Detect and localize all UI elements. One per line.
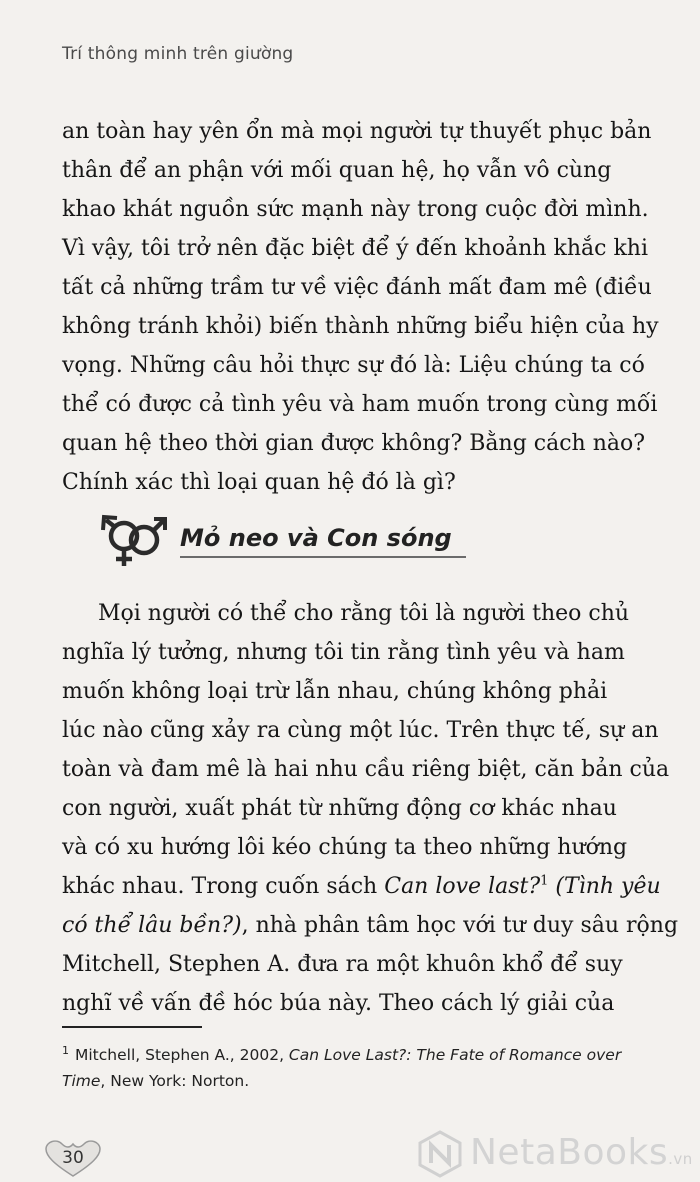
text-line xyxy=(62,906,679,945)
text-line: quan hệ theo thời gian được không? Bằng cách nào? xyxy=(62,431,646,456)
text-line: Mitchell, Stephen A. đưa ra một khuôn khổ để suy xyxy=(62,952,623,977)
text-line: toàn và đam mê là hai nhu cầu riêng biệt, căn bản của xyxy=(62,757,670,782)
text-line: thể có được cả tình yêu và ham muốn trong cùng mối xyxy=(62,392,658,417)
footnote-text: Mitchell, Stephen A., 2002, xyxy=(75,1046,289,1064)
footnote xyxy=(62,1042,652,1094)
book-title-vi-cont: có thể lâu bền?) xyxy=(62,913,242,938)
footnote-marker[interactable]: 1 xyxy=(540,873,549,889)
text-line: thân để an phận với mối quan hệ, họ vẫn vô cùng xyxy=(62,158,612,183)
text-line: khao khát nguồn sức mạnh này trong cuộc đời mình. xyxy=(62,197,649,222)
watermark xyxy=(416,1128,700,1180)
section-title: Mỏ neo và Con sóng xyxy=(180,524,466,558)
book-title-vi: (Tình yêu xyxy=(548,874,661,899)
watermark-brand-name: NetaBooks xyxy=(470,1132,669,1173)
text-line: con người, xuất phát từ những động cơ khác nhau xyxy=(62,796,617,821)
text-span: , nhà phân tâm học với tư duy sâu rộng xyxy=(241,913,679,938)
running-header: Trí thông minh trên giường xyxy=(62,44,294,64)
text-line: an toàn hay yên ổn mà mọi người tự thuyết phục bản xyxy=(62,119,652,144)
text-line: không tránh khỏi) biến thành những biểu hiện của hy xyxy=(62,314,659,339)
text-line: vọng. Những câu hỏi thực sự đó là: Liệu chúng ta có xyxy=(62,353,645,378)
footnote-number: 1 xyxy=(62,1043,69,1057)
text-line xyxy=(62,867,661,906)
text-line: nghĩa lý tưởng, nhưng tôi tin rằng tình yêu và ham xyxy=(62,640,625,665)
text-line: và có xu hướng lôi kéo chúng ta theo những hướng xyxy=(62,835,628,860)
footnote-book-title: Can Love Last?: The Fate of Romance over Time xyxy=(62,1046,622,1090)
footnote-text-end: , New York: Norton. xyxy=(100,1072,250,1090)
text-line: Chính xác thì loại quan hệ đó là gì? xyxy=(62,470,456,495)
text-line: tất cả những trầm tư về việc đánh mất đam mê (điều xyxy=(62,275,652,300)
text-line: Vì vậy, tôi trở nên đặc biệt để ý đến khoảnh khắc khi xyxy=(62,236,648,261)
paragraph-1 xyxy=(62,112,659,502)
page-number: 30 xyxy=(62,1148,84,1168)
netabooks-logo-icon xyxy=(416,1130,464,1178)
book-title-en: Can love last? xyxy=(384,874,541,899)
section-heading xyxy=(98,510,658,570)
watermark-tld: .vn xyxy=(668,1150,693,1168)
watermark-brand xyxy=(470,1132,693,1173)
text-span: khác nhau. Trong cuốn sách xyxy=(62,874,385,899)
footnote-divider xyxy=(62,1026,202,1028)
text-line: nghĩ về vấn đề hóc búa này. Theo cách lý giải của xyxy=(62,991,615,1016)
text-line: muốn không loại trừ lẫn nhau, chúng không phải xyxy=(62,679,608,704)
paragraph-2 xyxy=(62,594,679,1023)
gender-symbols-icon xyxy=(98,510,170,570)
text-line: Mọi người có thể cho rằng tôi là người theo chủ xyxy=(98,601,630,626)
page-number-badge xyxy=(42,1138,104,1178)
text-line: lúc nào cũng xảy ra cùng một lúc. Trên thực tế, sự an xyxy=(62,718,659,743)
